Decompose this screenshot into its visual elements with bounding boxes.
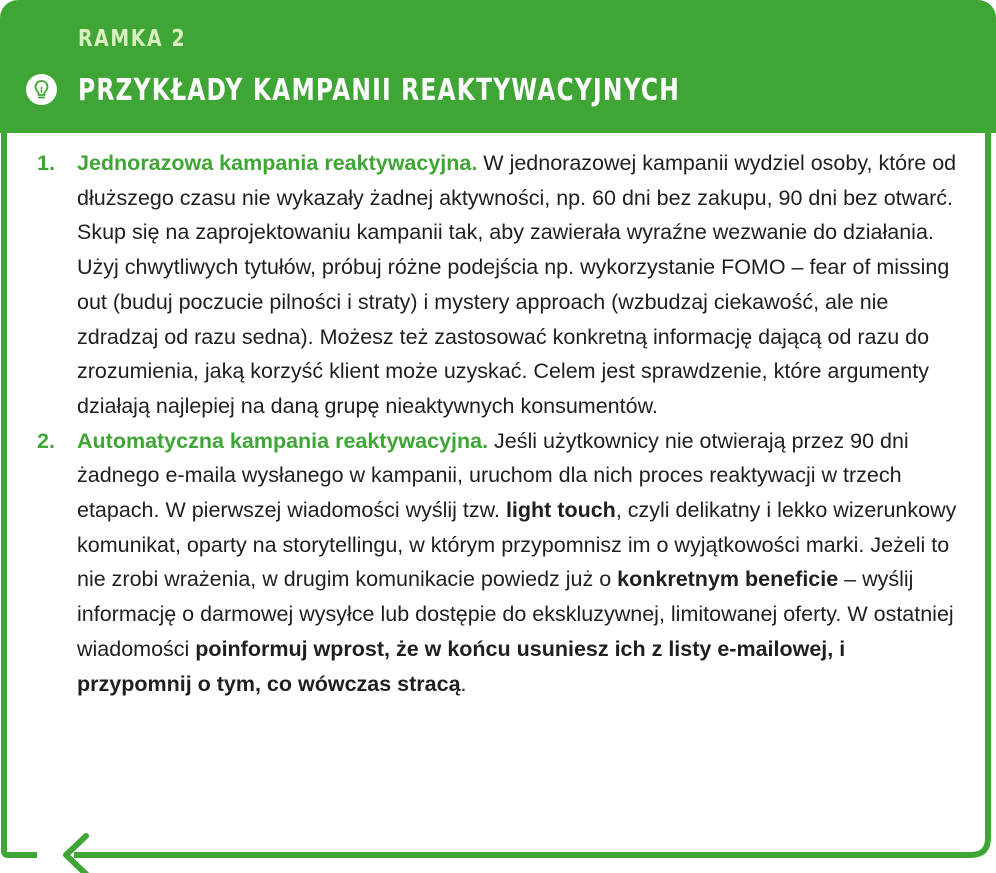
emphasis-text: poinformuj wprost, że w końcu usuniesz ich z listy e-mailowej, i przypomnij o tym, co wówczas stracą xyxy=(77,636,846,696)
list-item xyxy=(34,146,964,424)
list-item-paragraph: Użyj chwytliwych tytułów, próbuj różne podejścia np. wykorzystanie FOMO – fear of missing out (buduj poczucie pilności i straty) i mystery approach (wzbudzaj ciekawość, ale nie zdradzaj od razu sedna). Możesz też zastosować konkretną informację dającą od razu do zrozumienia, jaką korzyść klient może uzyskać. Celem jest sprawdzenie, które argumenty działają najlepiej na daną grupę nieaktywnych konsumentów. xyxy=(77,255,950,418)
list-item-lead: Jednorazowa kampania reaktywacyjna. xyxy=(77,151,478,175)
list-item-number: 2. xyxy=(37,428,55,453)
box-title: PRZYKŁADY KAMPANII REAKTYWACYJNYCH xyxy=(78,73,681,108)
list-item-number: 1. xyxy=(37,151,55,175)
emphasis-text: light touch xyxy=(505,498,616,523)
emphasis-text: konkretnym beneficie xyxy=(617,567,839,592)
box-content xyxy=(34,146,964,701)
box-header xyxy=(0,0,996,133)
lightbulb-icon xyxy=(26,74,57,105)
list-item-lead: Automatyczna kampania reaktywacyjna. xyxy=(77,428,489,453)
list-item-text: W jednorazowej kampanii wydziel osoby, które od dłuższego czasu nie wykazały żadnej aktywności, np. 60 dni bez zakupu, 90 dni bez otwarć. Skup się na zaprojektowaniu kampanii tak, aby zawierała wyraźne wezwanie do działania. xyxy=(77,151,957,245)
list-item-text: – wyślij informację o darmowej wysyłce lub dostępie do ekskluzywnej, limitowanej oferty. W ostatniej wiadomości xyxy=(77,567,954,661)
box-label: RAMKA 2 xyxy=(78,26,187,52)
list-item-text: . xyxy=(460,671,467,696)
list-item-text: Jeśli użytkownicy nie otwierają przez 90 dni żadnego e-maila wysłanego w kampanii, uruchom dla nich proces reaktywacji w trzech etapach. W pierwszej wiadomości wyślij tzw. xyxy=(77,428,909,523)
list-item-text: , czyli delikatny i lekko wizerunkowy komunikat, oparty na storytellingu, w którym przypomnisz im o wyjątkowości marki. Jeżeli to nie zrobi wrażenia, w drugim komunikacie powiedz już o xyxy=(77,498,957,592)
list-item xyxy=(34,424,964,702)
